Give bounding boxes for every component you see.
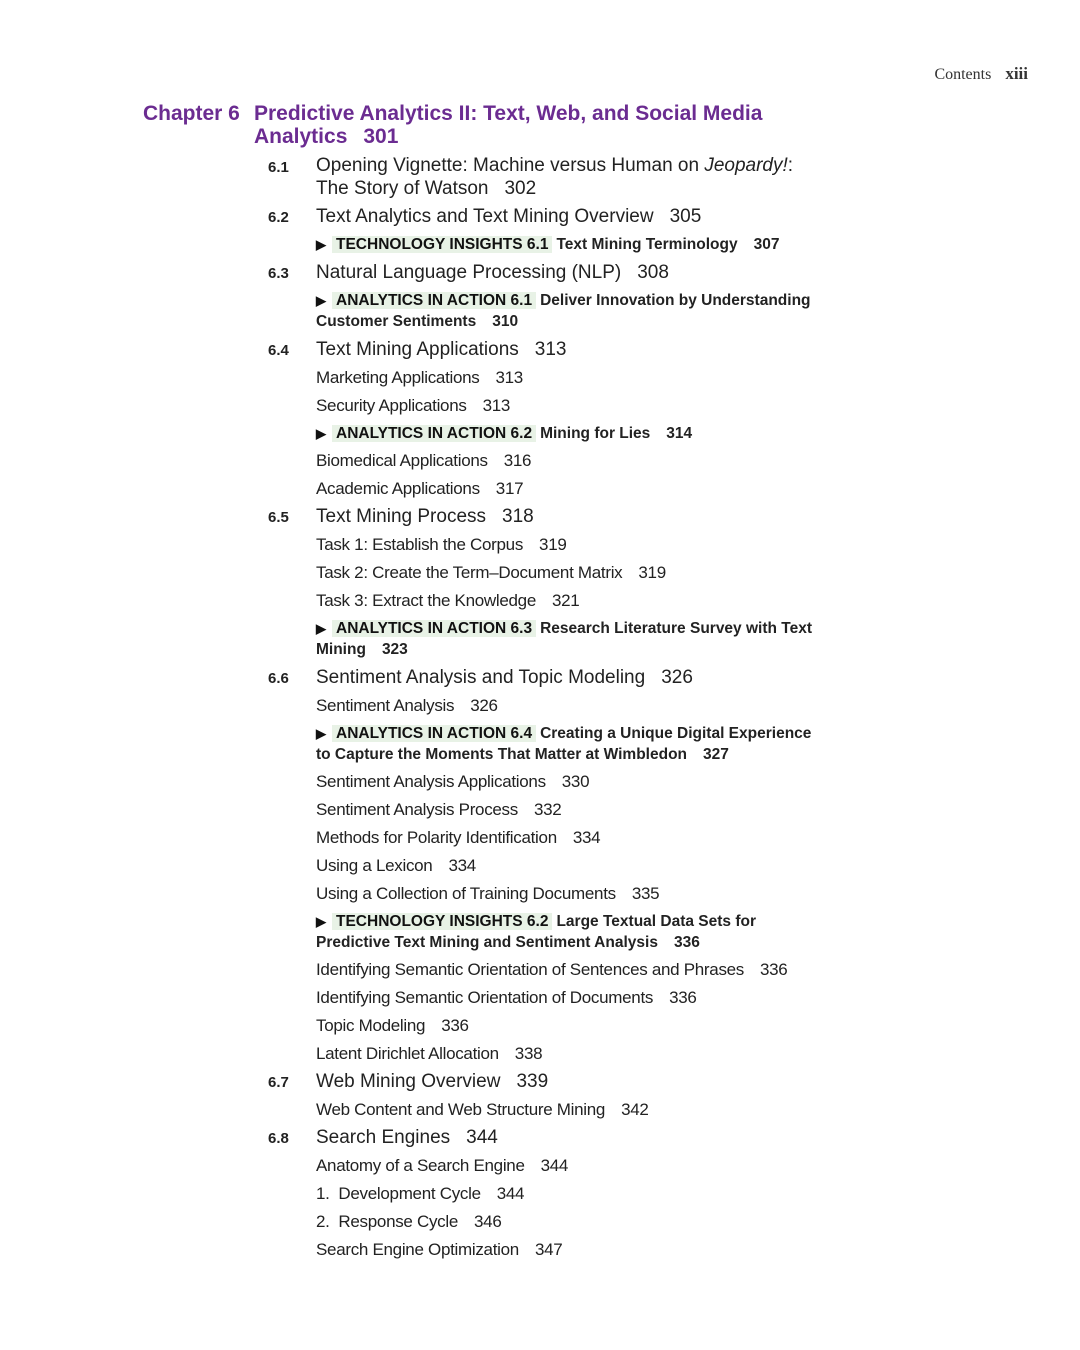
- technology-insights-6-2[interactable]: ▶ TECHNOLOGY INSIGHTS 6.2 Large Textual Data Sets for Predictive Text Mining and Sentiment Analysis 336: [316, 913, 757, 951]
- page-number: 344: [496, 1184, 525, 1203]
- page-number: 336: [669, 988, 697, 1007]
- box-tag: ANALYTICS IN ACTION 6.1: [332, 292, 536, 309]
- subsection-item[interactable]: Task 1: Establish the Corpus 319: [316, 535, 567, 554]
- page-number: 308: [637, 262, 669, 283]
- analytics-in-action-6-2[interactable]: ▶ ANALYTICS IN ACTION 6.2 Mining for Lies 314: [316, 425, 693, 442]
- page-number: 334: [448, 856, 476, 875]
- section-6-6[interactable]: [268, 666, 828, 689]
- subsection-item[interactable]: Using a Lexicon 334: [316, 856, 476, 875]
- subsection-item[interactable]: Sentiment Analysis Process 332: [316, 800, 562, 819]
- page-number: 319: [638, 563, 666, 582]
- section-number: 6.5: [268, 509, 289, 526]
- page-number: 310: [492, 313, 519, 330]
- section-number: 6.8: [268, 1130, 289, 1147]
- section-title: Natural Language Processing (NLP) 308: [316, 262, 669, 283]
- page-number: 323: [381, 641, 408, 658]
- subsection-item[interactable]: Identifying Semantic Orientation of Sentences and Phrases 336: [316, 960, 788, 979]
- page-number: 334: [572, 828, 601, 847]
- box-tag: TECHNOLOGY INSIGHTS 6.1: [332, 236, 552, 253]
- section-title: Text Mining Process 318: [316, 506, 534, 527]
- page-number: 326: [661, 667, 693, 688]
- section-title: Text Mining Applications 313: [316, 339, 567, 360]
- section-title: Opening Vignette: Machine versus Human on Jeopardy!: The Story of Watson 302: [316, 155, 794, 199]
- page-number: 319: [539, 535, 567, 554]
- subsection-item[interactable]: 2. Response Cycle 346: [316, 1212, 502, 1231]
- section-title: Text Analytics and Text Mining Overview 305: [316, 206, 702, 227]
- running-head: [934, 64, 1028, 84]
- chapter-title: Predictive Analytics II: Text, Web, and Social Media Analytics 301: [254, 102, 763, 148]
- subsection-item[interactable]: Methods for Polarity Identification 334: [316, 828, 601, 847]
- section-6-3[interactable]: [268, 261, 828, 284]
- analytics-in-action-6-1[interactable]: ▶ ANALYTICS IN ACTION 6.1 Deliver Innovation by Understanding Customer Sentiments 310: [316, 292, 811, 330]
- section-6-8[interactable]: [268, 1126, 828, 1149]
- page-number: 307: [753, 236, 780, 253]
- triangle-bullet-icon: ▶: [316, 726, 326, 741]
- section-number: 6.1: [268, 159, 289, 176]
- subsection-item[interactable]: Sentiment Analysis 326: [316, 696, 498, 715]
- page-number: 327: [703, 746, 729, 763]
- table-of-contents: [268, 152, 828, 1261]
- subsection-item[interactable]: Anatomy of a Search Engine 344: [316, 1156, 569, 1175]
- subsection-item[interactable]: Academic Applications 317: [316, 479, 524, 498]
- page-number: 346: [474, 1212, 502, 1231]
- page-number: 332: [533, 800, 562, 819]
- triangle-bullet-icon: ▶: [316, 621, 326, 636]
- chapter-page: 301: [363, 125, 399, 148]
- subsection-item[interactable]: Biomedical Applications 316: [316, 451, 532, 470]
- triangle-bullet-icon: ▶: [316, 426, 326, 441]
- subsection-item[interactable]: Web Content and Web Structure Mining 342: [316, 1100, 649, 1119]
- chapter-heading[interactable]: [143, 102, 774, 148]
- box-tag: TECHNOLOGY INSIGHTS 6.2: [332, 913, 552, 930]
- page-number: 313: [482, 396, 511, 415]
- section-6-4[interactable]: [268, 338, 828, 361]
- page-number: 330: [561, 772, 590, 791]
- page-number: 336: [441, 1016, 469, 1035]
- subsection-item[interactable]: Marketing Applications 313: [316, 368, 523, 387]
- section-title: Sentiment Analysis and Topic Modeling 326: [316, 667, 693, 688]
- chapter-label: Chapter 6: [143, 102, 240, 125]
- section-title: Search Engines 344: [316, 1127, 498, 1148]
- page-number: 336: [760, 960, 788, 979]
- subsection-item[interactable]: Latent Dirichlet Allocation 338: [316, 1044, 543, 1063]
- subsection-item[interactable]: Task 3: Extract the Knowledge 321: [316, 591, 580, 610]
- section-number: 6.3: [268, 265, 289, 282]
- page-number: 339: [516, 1071, 549, 1092]
- page-number: 313: [534, 339, 567, 360]
- page-number: 314: [666, 425, 693, 442]
- section-title: Web Mining Overview 339: [316, 1071, 549, 1092]
- page-number: 347: [534, 1240, 563, 1259]
- page-number: 316: [503, 451, 532, 470]
- page-number: 317: [495, 479, 524, 498]
- running-title: Contents: [934, 66, 992, 83]
- page-number: 344: [540, 1156, 569, 1175]
- page-number: 336: [673, 934, 700, 951]
- section-6-5[interactable]: [268, 505, 828, 528]
- triangle-bullet-icon: ▶: [316, 914, 326, 929]
- subsection-item[interactable]: Using a Collection of Training Documents 335: [316, 884, 660, 903]
- box-tag: ANALYTICS IN ACTION 6.3: [332, 620, 536, 637]
- page-folio: xiii: [1005, 64, 1028, 83]
- section-number: 6.2: [268, 209, 289, 226]
- page-number: 342: [621, 1100, 649, 1119]
- triangle-bullet-icon: ▶: [316, 293, 326, 308]
- analytics-in-action-6-4[interactable]: ▶ ANALYTICS IN ACTION 6.4 Creating a Unique Digital Experience to Capture the Moments That Matter at Wimbledon 327: [316, 725, 812, 763]
- subsection-item[interactable]: Topic Modeling 336: [316, 1016, 469, 1035]
- page-number: 313: [495, 368, 523, 387]
- subsection-item[interactable]: Task 2: Create the Term–Document Matrix 319: [316, 563, 666, 582]
- section-number: 6.7: [268, 1074, 289, 1091]
- page-number: 338: [514, 1044, 543, 1063]
- section-6-7[interactable]: [268, 1070, 828, 1093]
- page-number: 321: [551, 591, 580, 610]
- box-tag: ANALYTICS IN ACTION 6.4: [332, 725, 536, 742]
- section-6-2[interactable]: [268, 205, 828, 228]
- subsection-item[interactable]: Search Engine Optimization 347: [316, 1240, 563, 1259]
- box-tag: ANALYTICS IN ACTION 6.2: [332, 425, 536, 442]
- subsection-item[interactable]: Security Applications 313: [316, 396, 511, 415]
- analytics-in-action-6-3[interactable]: ▶ ANALYTICS IN ACTION 6.3 Research Literature Survey with Text Mining 323: [316, 620, 813, 658]
- subsection-item[interactable]: Identifying Semantic Orientation of Documents 336: [316, 988, 697, 1007]
- page-number: 302: [504, 178, 537, 199]
- subsection-item[interactable]: Sentiment Analysis Applications 330: [316, 772, 590, 791]
- page-number: 335: [631, 884, 660, 903]
- page-number: 318: [502, 506, 534, 527]
- page-number: 326: [470, 696, 498, 715]
- page-number: 305: [669, 206, 702, 227]
- technology-insights-6-1[interactable]: ▶ TECHNOLOGY INSIGHTS 6.1 Text Mining Terminology 307: [316, 236, 780, 253]
- section-number: 6.6: [268, 670, 289, 687]
- section-6-1[interactable]: [268, 154, 828, 200]
- triangle-bullet-icon: ▶: [316, 237, 326, 252]
- subsection-item[interactable]: 1. Development Cycle 344: [316, 1184, 525, 1203]
- section-number: 6.4: [268, 342, 289, 359]
- page-number: 344: [466, 1127, 498, 1148]
